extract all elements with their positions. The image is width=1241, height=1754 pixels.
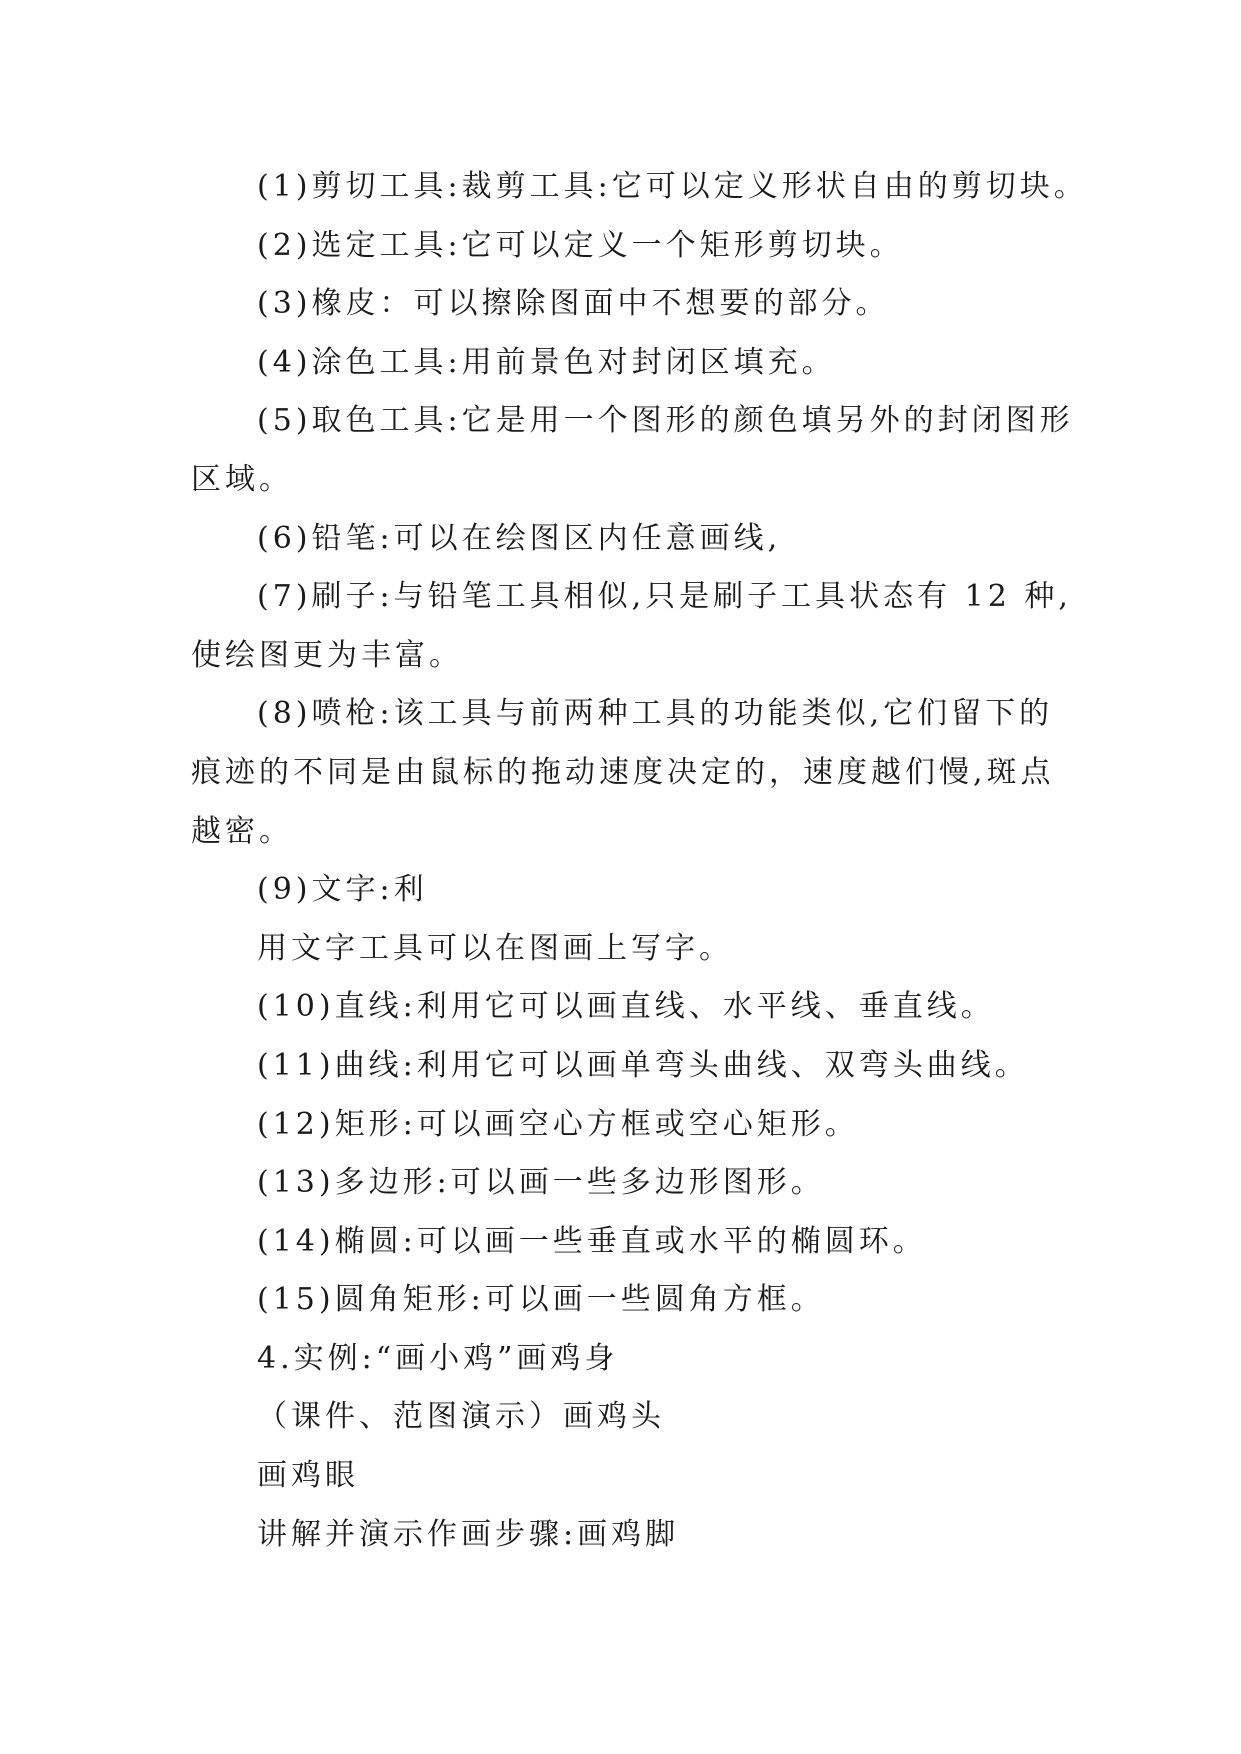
paragraph-line: (3)橡皮：可以擦除图面中不想要的部分。: [257, 286, 890, 322]
paragraph-line: (2)选定工具:它可以定义一个矩形剪切块。: [257, 227, 904, 263]
paragraph-line: 4.实例:“画小鸡”画鸡身: [257, 1340, 619, 1376]
paragraph-line: 越密。: [191, 813, 293, 849]
paragraph-line: 用文字工具可以在图画上写字。: [257, 930, 733, 966]
paragraph-line: 区域。: [191, 461, 293, 497]
paragraph-line: (11)曲线:利用它可以画单弯头曲线、双弯头曲线。: [257, 1047, 1029, 1083]
paragraph-line: (6)铅笔:可以在绘图区内任意画线,: [257, 520, 782, 556]
paragraph-line: (10)直线:利用它可以画直线、水平线、垂直线。: [257, 989, 995, 1025]
paragraph-line: 画鸡眼: [257, 1458, 359, 1494]
paragraph-line: (15)圆角矩形:可以画一些圆角方框。: [257, 1282, 825, 1318]
paragraph-line: (12)矩形:可以画空心方框或空心矩形。: [257, 1106, 859, 1142]
paragraph-line: (8)喷枪:该工具与前两种工具的功能类似,它们留下的: [257, 696, 1054, 732]
paragraph-line: 痕迹的不同是由鼠标的拖动速度决定的，速度越们慢,斑点: [191, 754, 1055, 790]
paragraph-line: （课件、范图演示）画鸡头: [257, 1399, 665, 1435]
paragraph-line: (13)多边形:可以画一些多边形图形。: [257, 1165, 825, 1201]
paragraph-line: (4)涂色工具:用前景色对封闭区填充。: [257, 344, 836, 380]
paragraph-line: (5)取色工具:它是用一个图形的颜色填另外的封闭图形: [257, 403, 1074, 439]
paragraph-line: 使绘图更为丰富。: [191, 637, 463, 673]
paragraph-line: 讲解并演示作画步骤:画鸡脚: [257, 1516, 680, 1552]
paragraph-line: (1)剪切工具:裁剪工具:它可以定义形状自由的剪切块。: [257, 169, 1088, 204]
paragraph-line: (7)刷子:与铅笔工具相似,只是刷子工具状态有 12 种,: [257, 579, 1072, 615]
paragraph-line: (9)文字:利: [257, 872, 428, 908]
document-body: [191, 158, 1088, 1564]
paragraph-line: (14)椭圆:可以画一些垂直或水平的椭圆环。: [257, 1223, 927, 1259]
